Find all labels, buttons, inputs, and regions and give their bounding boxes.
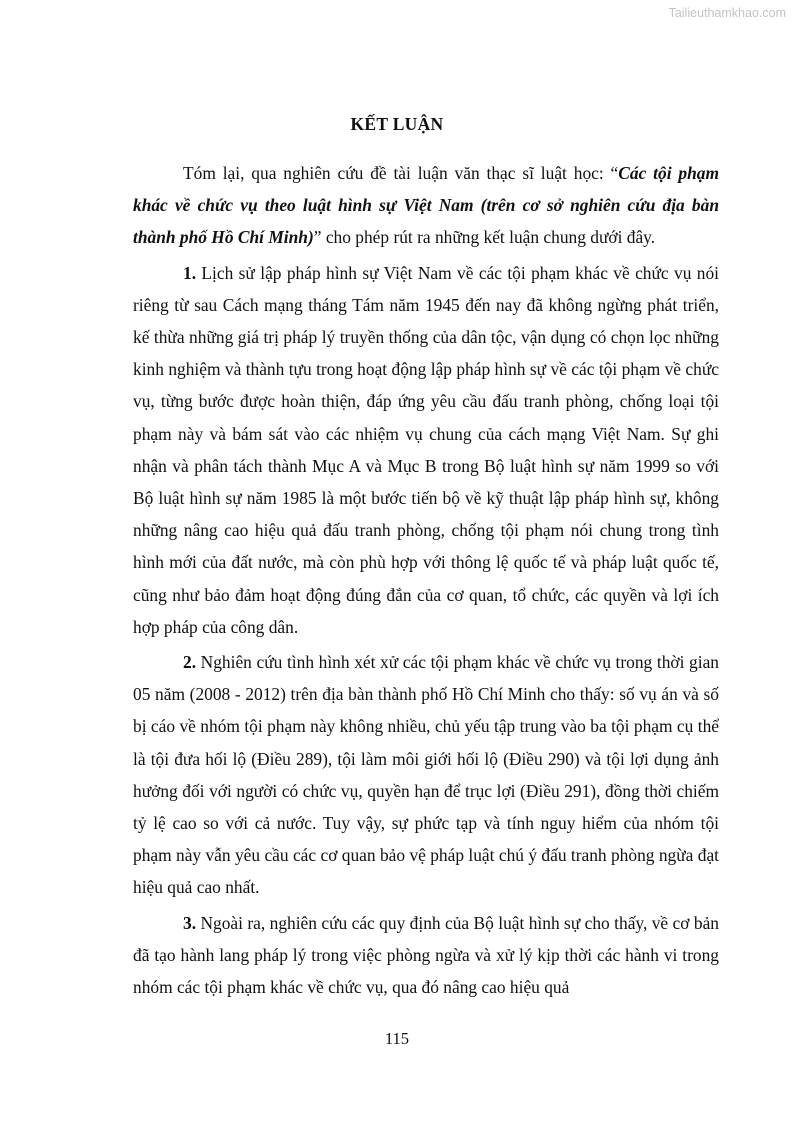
page-number: 115 (384, 1029, 410, 1048)
conclusion-point-1 (133, 257, 719, 643)
document-body (133, 157, 719, 1003)
watermark: Tailieuthamkhao.com (668, 6, 786, 20)
conclusion-point-2 (133, 646, 719, 904)
intro-text-after: ” cho phép rút ra những kết luận chung dưới đây. (313, 227, 656, 248)
conclusion-point-3 (133, 907, 719, 1004)
point-text: Lịch sử lập pháp hình sự Việt Nam về các tội phạm khác về chức vụ nói riêng từ sau Cách mạng tháng Tám năm 1945 đến nay đã không ngừng phát triển, kế thừa những giá trị pháp lý truyền thống của dân tộc, vận dụng có chọn lọc những kinh nghiệm và thành tựu trong hoạt động lập pháp hình sự về các tội phạm về chức vụ, từng bước được hoàn thiện, đáp ứng yêu cầu đấu tranh phòng, chống loại tội phạm này và bám sát vào các nhiệm vụ chung của cách mạng Việt Nam. Sự ghi nhận và phân tách thành Mục A và Mục B trong Bộ luật hình sự năm 1999 so với Bộ luật hình sự năm 1985 là một bước tiến bộ về kỹ thuật lập pháp hình sự, không những nâng cao hiệu quả đấu tranh phòng, chống tội phạm nói chung trong tình hình mới của đất nước, mà còn phù hợp với thông lệ quốc tế và pháp luật quốc tế, cũng như bảo đảm hoạt động đúng đắn của cơ quan, tổ chức, các quyền và lợi ích hợp pháp của công dân. (133, 262, 719, 637)
intro-paragraph (133, 157, 719, 254)
point-number: 3. (183, 912, 197, 933)
point-text: Nghiên cứu tình hình xét xử các tội phạm khác về chức vụ trong thời gian 05 năm (2008 - 2012) trên địa bàn thành phố Hồ Chí Minh cho thấy: số vụ án và số bị cáo về nhóm tội phạm này không nhiều, chủ yếu tập trung vào ba tội phạm cụ thể là tội đưa hối lộ (Điều 289), tội làm môi giới hối lộ (Điều 290) và tội lợi dụng ảnh hưởng đối với người có chức vụ, quyền hạn để trục lợi (Điều 291), đồng thời chiếm tỷ lệ cao so với cả nước. Tuy vậy, sự phức tạp và tính nguy hiểm của nhóm tội phạm này vẫn yêu cầu các cơ quan bảo vệ pháp luật chú ý đấu tranh phòng ngừa đạt hiệu quả cao nhất. (133, 652, 719, 898)
point-number: 2. (183, 652, 197, 673)
thesis-title: Các tội phạm khác về chức vụ theo luật hình sự Việt Nam (trên cơ sở nghiên cứu địa bàn thành phố Hồ Chí Minh) (133, 163, 719, 248)
page-title: KẾT LUẬN (350, 114, 444, 134)
point-text: Ngoài ra, nghiên cứu các quy định của Bộ luật hình sự cho thấy, về cơ bản đã tạo hành lang pháp lý trong việc phòng ngừa và xử lý kịp thời các hành vi trong nhóm các tội phạm khác về chức vụ, qua đó nâng cao hiệu quả (133, 912, 719, 998)
intro-text-before: Tóm lại, qua nghiên cứu đề tài luận văn thạc sĩ luật học: “ (183, 163, 619, 183)
point-number: 1. (183, 262, 197, 283)
